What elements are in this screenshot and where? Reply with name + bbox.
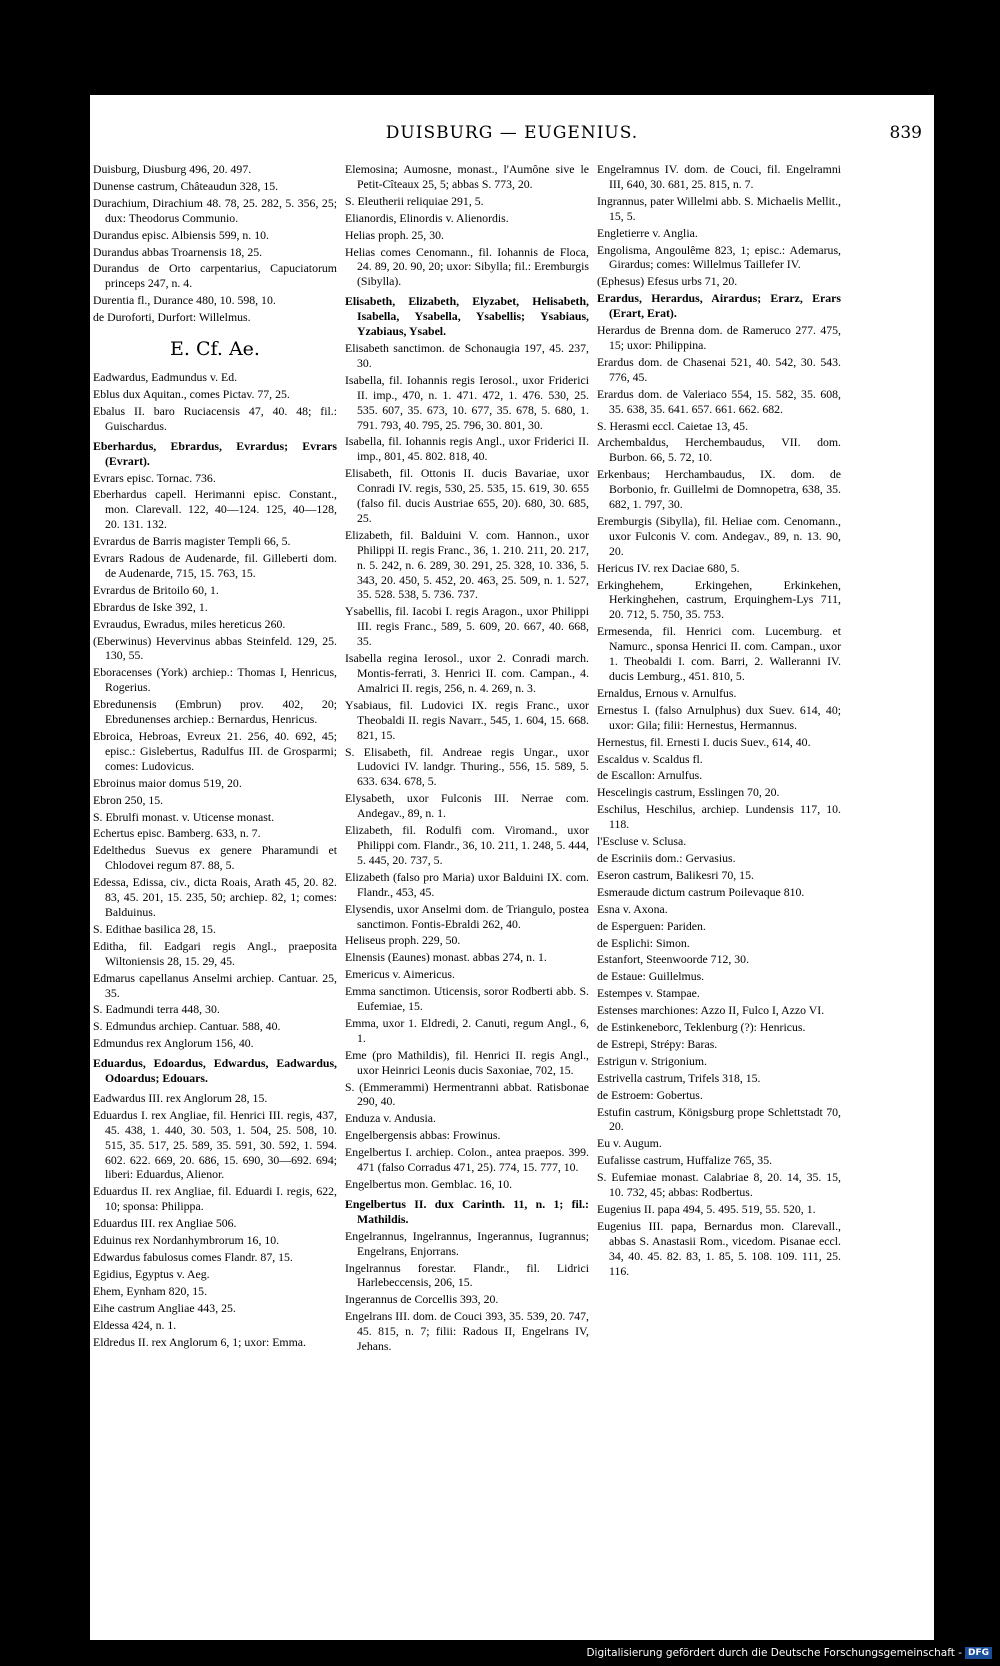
index-entry: Editha, fil. Eadgari regis Angl., praeposita Wiltoniensis 28, 15. 29, 45. [93, 938, 337, 968]
index-entry: S. (Emmerammi) Hermentranni abbat. Ratisbonae 290, 40. [345, 1079, 589, 1109]
index-entry: Elisabeth sanctimon. de Schonaugia 197, 45. 237, 30. [345, 340, 589, 370]
index-entry: S. Ebrulfi monast. v. Uticense monast. [93, 809, 275, 824]
index-entry: S. Edmundus archiep. Cantuar. 588, 40. [93, 1019, 281, 1034]
running-head [90, 123, 934, 145]
index-entry: Hericus IV. rex Daciae 680, 5. [597, 560, 740, 575]
index-entry: Elizabeth (falso pro Maria) uxor Balduini IX. com. Flandr., 453, 45. [345, 869, 589, 899]
index-entry: Engolisma, Angoulême 823, 1; episc.: Ademarus, Girardus; comes: Willelmus Taillefer IV. [597, 242, 841, 272]
index-entry: Isabella regina Ierosol., uxor 2. Conradi march. Montis-ferrati, 3. Henrici II. com. Campan., 4. Amalrici II. regis, 256, n. 4. 269, n. 3. [345, 651, 589, 695]
credit-text: Digitalisierung gefördert durch die Deutsche Forschungsgemeinschaft - [586, 1647, 962, 1659]
index-entry: Elizabeth, fil. Balduini V. com. Hannon., uxor Philippi II. regis Franc., 36, 1. 210. 211, 20. 217, n. 5. 242, n. 6. 289, 30. 291, 25. 328, 10. 336, 5. 343, 20. 450, 5. 452, 20. 463, 25. 509, n. 1. 527, 35. 528. 538, 5. 736. 737. [345, 527, 589, 602]
index-entry: de Estaue: Guillelmus. [597, 969, 705, 984]
page-title: DUISBURG — EUGENIUS. [385, 123, 639, 143]
index-entry: S. Eadmundi terra 448, 30. [93, 1002, 220, 1017]
index-entry: Echertus episc. Bamberg. 633, n. 7. [93, 826, 261, 841]
index-entry: Engelramnus IV. dom. de Couci, fil. Engelramni III, 640, 30. 681, 25. 815, n. 7. [597, 162, 841, 191]
index-entry: Elysabeth, uxor Fulconis III. Nerrae com. Andegav., 89, n. 1. [345, 791, 589, 821]
index-entry: Ernestus I. (falso Arnulphus) dux Suev. 614, 40; uxor: Gila; filii: Hernestus, Hermannus. [597, 702, 841, 732]
index-entry: Ebroinus maior domus 519, 20. [93, 775, 242, 790]
index-entry: Engelbertus I. archiep. Colon., antea praepos. 399. 471 (falso Corradus 471, 25). 774, 15. 777, 10. [345, 1145, 589, 1175]
index-entry: Edwardus fabulosus comes Flandr. 87, 15. [93, 1250, 293, 1264]
index-entry: Ingrannus, pater Willelmi abb. S. Michaelis Mellit., 15, 5. [597, 193, 841, 223]
index-entry: Eldredus II. rex Anglorum 6, 1; uxor: Emma. [93, 1334, 306, 1349]
section-heading: E. Cf. Ae. [170, 338, 260, 361]
index-entry: Edessa, Edissa, civ., dicta Roais, Arath 45, 20. 82. 83, 45. 201, 15. 235, 50; archiep. 82, 1; comes: Balduinus. [93, 875, 337, 919]
index-entry: Eldessa 424, n. 1. [93, 1317, 177, 1332]
index-entry: Eugenius III. papa, Bernardus mon. Clarevall., abbas S. Anastasii Rom., vicedom. Pisanae eccl. 34, 40. 45. 82. 83, 1. 85, 5. 108. 109. 111, 25. 116. [597, 1218, 841, 1278]
index-entry: de Escriniis dom.: Gervasius. [597, 850, 736, 865]
index-entry: Ernaldus, Ernous v. Arnulfus. [597, 685, 737, 700]
index-entry: Estrivella castrum, Trifels 318, 15. [597, 1070, 761, 1085]
index-entry: Enduza v. Andusia. [345, 1111, 436, 1126]
index-entry: Edmarus capellanus Anselmi archiep. Cantuar. 25, 35. [93, 970, 337, 1000]
index-entry: Elysendis, uxor Anselmi dom. de Triangulo, postea sanctimon. Fontis-Ebraldi 262, 40. [345, 901, 589, 931]
index-entry: de Estroem: Gobertus. [597, 1087, 703, 1102]
index-entry: Estufin castrum, Königsburg prope Schlettstadt 70, 20. [597, 1104, 841, 1134]
index-entry: Eblus dux Aquitan., comes Pictav. 77, 25. [93, 386, 290, 401]
index-entry: Erkenbaus; Herchambaudus, IX. dom. de Borbonio, fr. Guillelmi de Domnopetra, 638, 35. 682, 1. 797, 30. [597, 467, 841, 512]
index-entry: Eberhardus, Ebrardus, Evrardus; Evrars (Evrart). [93, 438, 337, 468]
index-entry: de Duroforti, Durfort: Willelmus. [93, 310, 251, 325]
column-left [93, 162, 337, 1356]
index-entry: Eberhardus capell. Herimanni episc. Constant., mon. Clarevall. 122, 40—124. 125, 40—128, 20. 131. 132. [93, 487, 337, 532]
index-entry: Elianordis, Elinordis v. Alienordis. [345, 210, 509, 225]
index-entry: Eseron castrum, Balikesri 70, 15. [597, 867, 754, 882]
index-entry: Durachium, Dirachium 48. 78, 25. 282, 5. 356, 25; dux: Theodorus Communio. [93, 195, 337, 225]
index-entry: Erardus dom. de Valeriaco 554, 15. 582, 35. 608, 35. 638, 35. 641. 657. 661. 662. 682. [597, 386, 841, 416]
index-entry: de Esperguen: Pariden. [597, 918, 706, 933]
index-entry: Ingelrannus forestar. Flandr., fil. Lidrici Harlebeccensis, 206, 15. [345, 1260, 589, 1290]
index-entry: Eduardus II. rex Angliae, fil. Eduardi I. regis, 622, 10; sponsa: Philippa. [93, 1184, 337, 1214]
index-columns [93, 162, 931, 1356]
index-entry: Elisabeth, fil. Ottonis II. ducis Bavariae, uxor Conradi IV. regis, 530, 25. 535, 15. 619, 30. 655 (falso fil. ducis Austriae 655, 20). 680, 30. 685, 25. [345, 466, 589, 525]
index-entry: Engelrans III. dom. de Couci 393, 35. 539, 20. 747, 45. 815, n. 7; filii: Radous II, Engelrans IV, Jehans. [345, 1309, 589, 1354]
index-entry: Estanfort, Steenwoorde 712, 30. [597, 952, 750, 967]
index-entry: Eme (pro Mathildis), fil. Henrici II. regis Angl., uxor Heinrici Leonis ducis Saxoniae, 702, 15. [345, 1047, 589, 1077]
index-entry: Emma sanctimon. Uticensis, soror Rodberti abb. S. Eufemiae, 15. [345, 984, 589, 1014]
page-number: 839 [889, 123, 922, 143]
index-entry: Engelbergensis abbas: Frowinus. [345, 1128, 501, 1143]
index-entry: Ehem, Eynham 820, 15. [93, 1283, 208, 1298]
index-entry: Engelbertus mon. Gemblac. 16, 10. [345, 1177, 513, 1191]
left-entries-before-heading [93, 162, 337, 325]
index-entry: Isabella, fil. Iohannis regis Ierosol., uxor Friderici II. imp., 470, n. 1. 471. 472, 1. 476. 530, 25. 535. 607, 35. 673, 10. 677, 35. 678, 5. 680, 1. 791. 793, 40. 795, 25. 796, 30. 801, 30. [345, 372, 589, 432]
index-entry: Estrigun v. Strigonium. [597, 1053, 707, 1068]
index-entry: Elisabeth, Elizabeth, Elyzabet, Helisabeth, Isabella, Ysabella, Ysabellis; Ysabiaus, Yzabiaus, Ysabel. [345, 294, 589, 339]
index-entry: S. Herasmi eccl. Caietae 13, 45. [597, 418, 749, 433]
index-entry: Ysabiaus, fil. Ludovici IX. regis Franc., uxor Theobaldi II. regis Navarr., 545, 1. 604, 15. 668. 821, 15. [345, 697, 589, 742]
index-entry: Durentia fl., Durance 480, 10. 598, 10. [93, 293, 276, 308]
left-entries-after-heading [93, 370, 337, 1349]
index-entry: Durandus de Orto carpentarius, Capuciatorum princeps 247, n. 4. [93, 261, 337, 291]
index-entry: Emma, uxor 1. Eldredi, 2. Canuti, regum Angl., 6, 1. [345, 1015, 589, 1045]
index-entry: Eschilus, Heschilus, archiep. Lundensis 117, 10. 118. [597, 802, 841, 832]
index-entry: Esmeraude dictum castrum Poilevaque 810. [597, 884, 805, 899]
index-entry: Heliseus proph. 229, 50. [345, 933, 461, 948]
index-entry: l'Escluse v. Sclusa. [597, 834, 687, 849]
index-entry: Evrardus de Britoilo 60, 1. [93, 582, 219, 597]
index-entry: de Estrepi, Strépy: Baras. [597, 1036, 718, 1051]
column-middle [345, 162, 589, 1356]
index-entry: Estenses marchiones: Azzo II, Fulco I, Azzo VI. [597, 1003, 825, 1018]
index-entry: Evrars episc. Tornac. 736. [93, 470, 216, 485]
index-entry: Ermesenda, fil. Henrici com. Lucemburg. et Namurc., sponsa Henrici II. com. Campan., uxor 1. Theobaldi I. com. Barri, 2. Walleranni IV. ducis Lemburg., 451. 810, 5. [597, 624, 841, 683]
index-entry: S. Eufemiae monast. Calabriae 8, 20. 14, 35. 15, 10. 732, 45; abbas: Rodbertus. [597, 1170, 841, 1200]
index-entry: Erkinghehem, Erkingehen, Erkinkehen, Herkinghehen, castrum, Erquinghem-Lys 711, 20. 712, 5. 750, 35. 753. [597, 577, 841, 622]
index-entry: Hescelingis castrum, Esslingen 70, 20. [597, 785, 780, 800]
index-entry: Ingerannus de Corcellis 393, 20. [345, 1292, 499, 1307]
index-entry: Engelbertus II. dux Carinth. 11, n. 1; fil.: Mathildis. [345, 1196, 589, 1226]
column-right [597, 162, 841, 1356]
index-entry: Herardus de Brenna dom. de Rameruco 277. 475, 15; uxor: Philippina. [597, 323, 841, 352]
index-entry: Eu v. Augum. [597, 1136, 662, 1151]
index-entry: (Ephesus) Efesus urbs 71, 20. [597, 274, 738, 289]
index-entry: S. Edithae basilica 28, 15. [93, 921, 216, 936]
index-entry: Ysabellis, fil. Iacobi I. regis Aragon., uxor Philippi III. regis Franc., 589, 5. 609, 20. 667, 40. 668, 35. [345, 604, 589, 649]
index-entry: Emericus v. Aimericus. [345, 967, 455, 982]
dfg-logo: DFG [965, 1647, 992, 1659]
index-entry: Erardus, Herardus, Airardus; Erarz, Erars (Erart, Erat). [597, 291, 841, 321]
index-entry: Eduardus I. rex Angliae, fil. Henrici III. regis, 437, 45. 438, 1. 440, 30. 503, 1. 504, 25. 508, 10. 515, 35. 517, 25. 589, 35. 591, 30. 592, 1. 594. 602. 622. 669, 20. 686, 15. 690, 30—692. 694; liberi: Eduardus, Alienor. [93, 1107, 337, 1182]
index-entry: Esna v. Axona. [597, 901, 668, 916]
digitization-credit [586, 1646, 992, 1660]
index-entry: Duisburg, Diusburg 496, 20. 497. [93, 162, 252, 176]
index-entry: Engletierre v. Anglia. [597, 225, 698, 240]
index-entry: Ebalus II. baro Ruciacensis 47, 40. 48; fil.: Guischardus. [93, 403, 337, 433]
index-entry: Hernestus, fil. Ernesti I. ducis Suev., 614, 40. [597, 734, 811, 749]
index-entry: Eboracenses (York) archiep.: Thomas I, Henricus, Rogerius. [93, 665, 337, 695]
index-entry: Edmundus rex Anglorum 156, 40. [93, 1036, 254, 1051]
index-entry: Ebron 250, 15. [93, 792, 164, 807]
index-entry: Evraudus, Ewradus, miles hereticus 260. [93, 616, 286, 631]
index-entry: Eduinus rex Nordanhymbrorum 16, 10. [93, 1233, 280, 1248]
index-entry: Escaldus v. Scaldus fl. [597, 751, 703, 766]
index-entry: Ebrardus de Iske 392, 1. [93, 599, 208, 614]
index-entry: Evrars Radous de Audenarde, fil. Gilleberti dom. de Audenarde, 715, 15. 763, 15. [93, 551, 337, 580]
index-entry: Eremburgis (Sibylla), fil. Heliae com. Cenomann., uxor Fulconis V. com. Andegav., 89, n. 13. 90, 20. [597, 513, 841, 558]
index-entry: (Eberwinus) Hevervinus abbas Steinfeld. 129, 25. 130, 55. [93, 633, 337, 663]
index-entry: Dunense castrum, Châteaudun 328, 15. [93, 178, 279, 193]
index-entry: Erardus dom. de Chasenai 521, 40. 542, 30. 543. 776, 45. [597, 354, 841, 384]
index-entry: Eufalisse castrum, Huffalize 765, 35. [597, 1153, 773, 1168]
index-entry: Edelthedus Suevus ex genere Pharamundi et Chlodovei regum 87. 88, 5. [93, 843, 337, 873]
index-entry: Ebroica, Hebroas, Evreux 21. 256, 40. 692, 45; episc.: Gislebertus, Radulfus III. de Grosparmi; comes: Ludovicus. [93, 729, 337, 773]
index-entry: Elnensis (Eaunes) monast. abbas 274, n. 1. [345, 950, 547, 965]
index-entry: Durandus abbas Troarnensis 18, 25. [93, 244, 263, 259]
index-entry: Eugenius II. papa 494, 5. 495. 519, 55. 520, 1. [597, 1202, 816, 1216]
index-entry: Eihe castrum Angliae 443, 25. [93, 1300, 236, 1315]
index-entry: de Estinkeneborc, Teklenburg (?): Henricus. [597, 1020, 806, 1035]
index-entry: Elizabeth, fil. Rodulfi com. Viromand., uxor Philippi com. Flandr., 36, 10. 211, 1. 248, 5. 444, 5. 445, 20. 737, 5. [345, 823, 589, 867]
index-entry: Helias comes Cenomann., fil. Iohannis de Floca, 24. 89, 20. 90, 20; uxor: Sibylla; fil.: Eremburgis (Sibylla). [345, 244, 589, 289]
index-entry: Isabella, fil. Iohannis regis Angl., uxor Friderici II. imp., 801, 45. 802. 818, 40. [345, 434, 589, 464]
index-entry: Archembaldus, Herchembaudus, VII. dom. Burbon. 66, 5. 72, 10. [597, 435, 841, 465]
index-entry: Eduardus III. rex Angliae 506. [93, 1216, 237, 1231]
index-entry: Ebredunensis (Embrun) prov. 402, 20; Ebredunenses archiep.: Bernardus, Henricus. [93, 697, 337, 727]
index-entry: S. Elisabeth, fil. Andreae regis Ungar., uxor Ludovici IV. landgr. Thuring., 556, 15. 589, 5. 633. 634. 678, 5. [345, 744, 589, 789]
index-entry: Eadwardus III. rex Anglorum 28, 15. [93, 1090, 268, 1105]
index-entry: de Escallon: Arnulfus. [597, 768, 703, 783]
document-page [90, 95, 934, 1640]
index-entry: Evrardus de Barris magister Templi 66, 5. [93, 534, 291, 549]
index-entry: Elemosina; Aumosne, monast., l'Aumône sive le Petit-Cîteaux 25, 5; abbas S. 773, 20. [345, 162, 589, 191]
index-entry: Estempes v. Stampae. [597, 986, 700, 1001]
index-entry: Egidius, Egyptus v. Aeg. [93, 1266, 210, 1281]
index-entry: Engelrannus, Ingelrannus, Ingerannus, Iugrannus; Engelrans, Enjorrans. [345, 1228, 589, 1258]
index-entry: S. Eleutherii reliquiae 291, 5. [345, 193, 484, 208]
index-entry: Eadwardus, Eadmundus v. Ed. [93, 370, 238, 385]
index-entry: Durandus episc. Albiensis 599, n. 10. [93, 227, 269, 242]
index-entry: Eduardus, Edoardus, Edwardus, Eadwardus, Odoardus; Edouars. [93, 1056, 337, 1086]
index-entry: de Esplichi: Simon. [597, 935, 690, 950]
index-entry: Helias proph. 25, 30. [345, 227, 444, 242]
